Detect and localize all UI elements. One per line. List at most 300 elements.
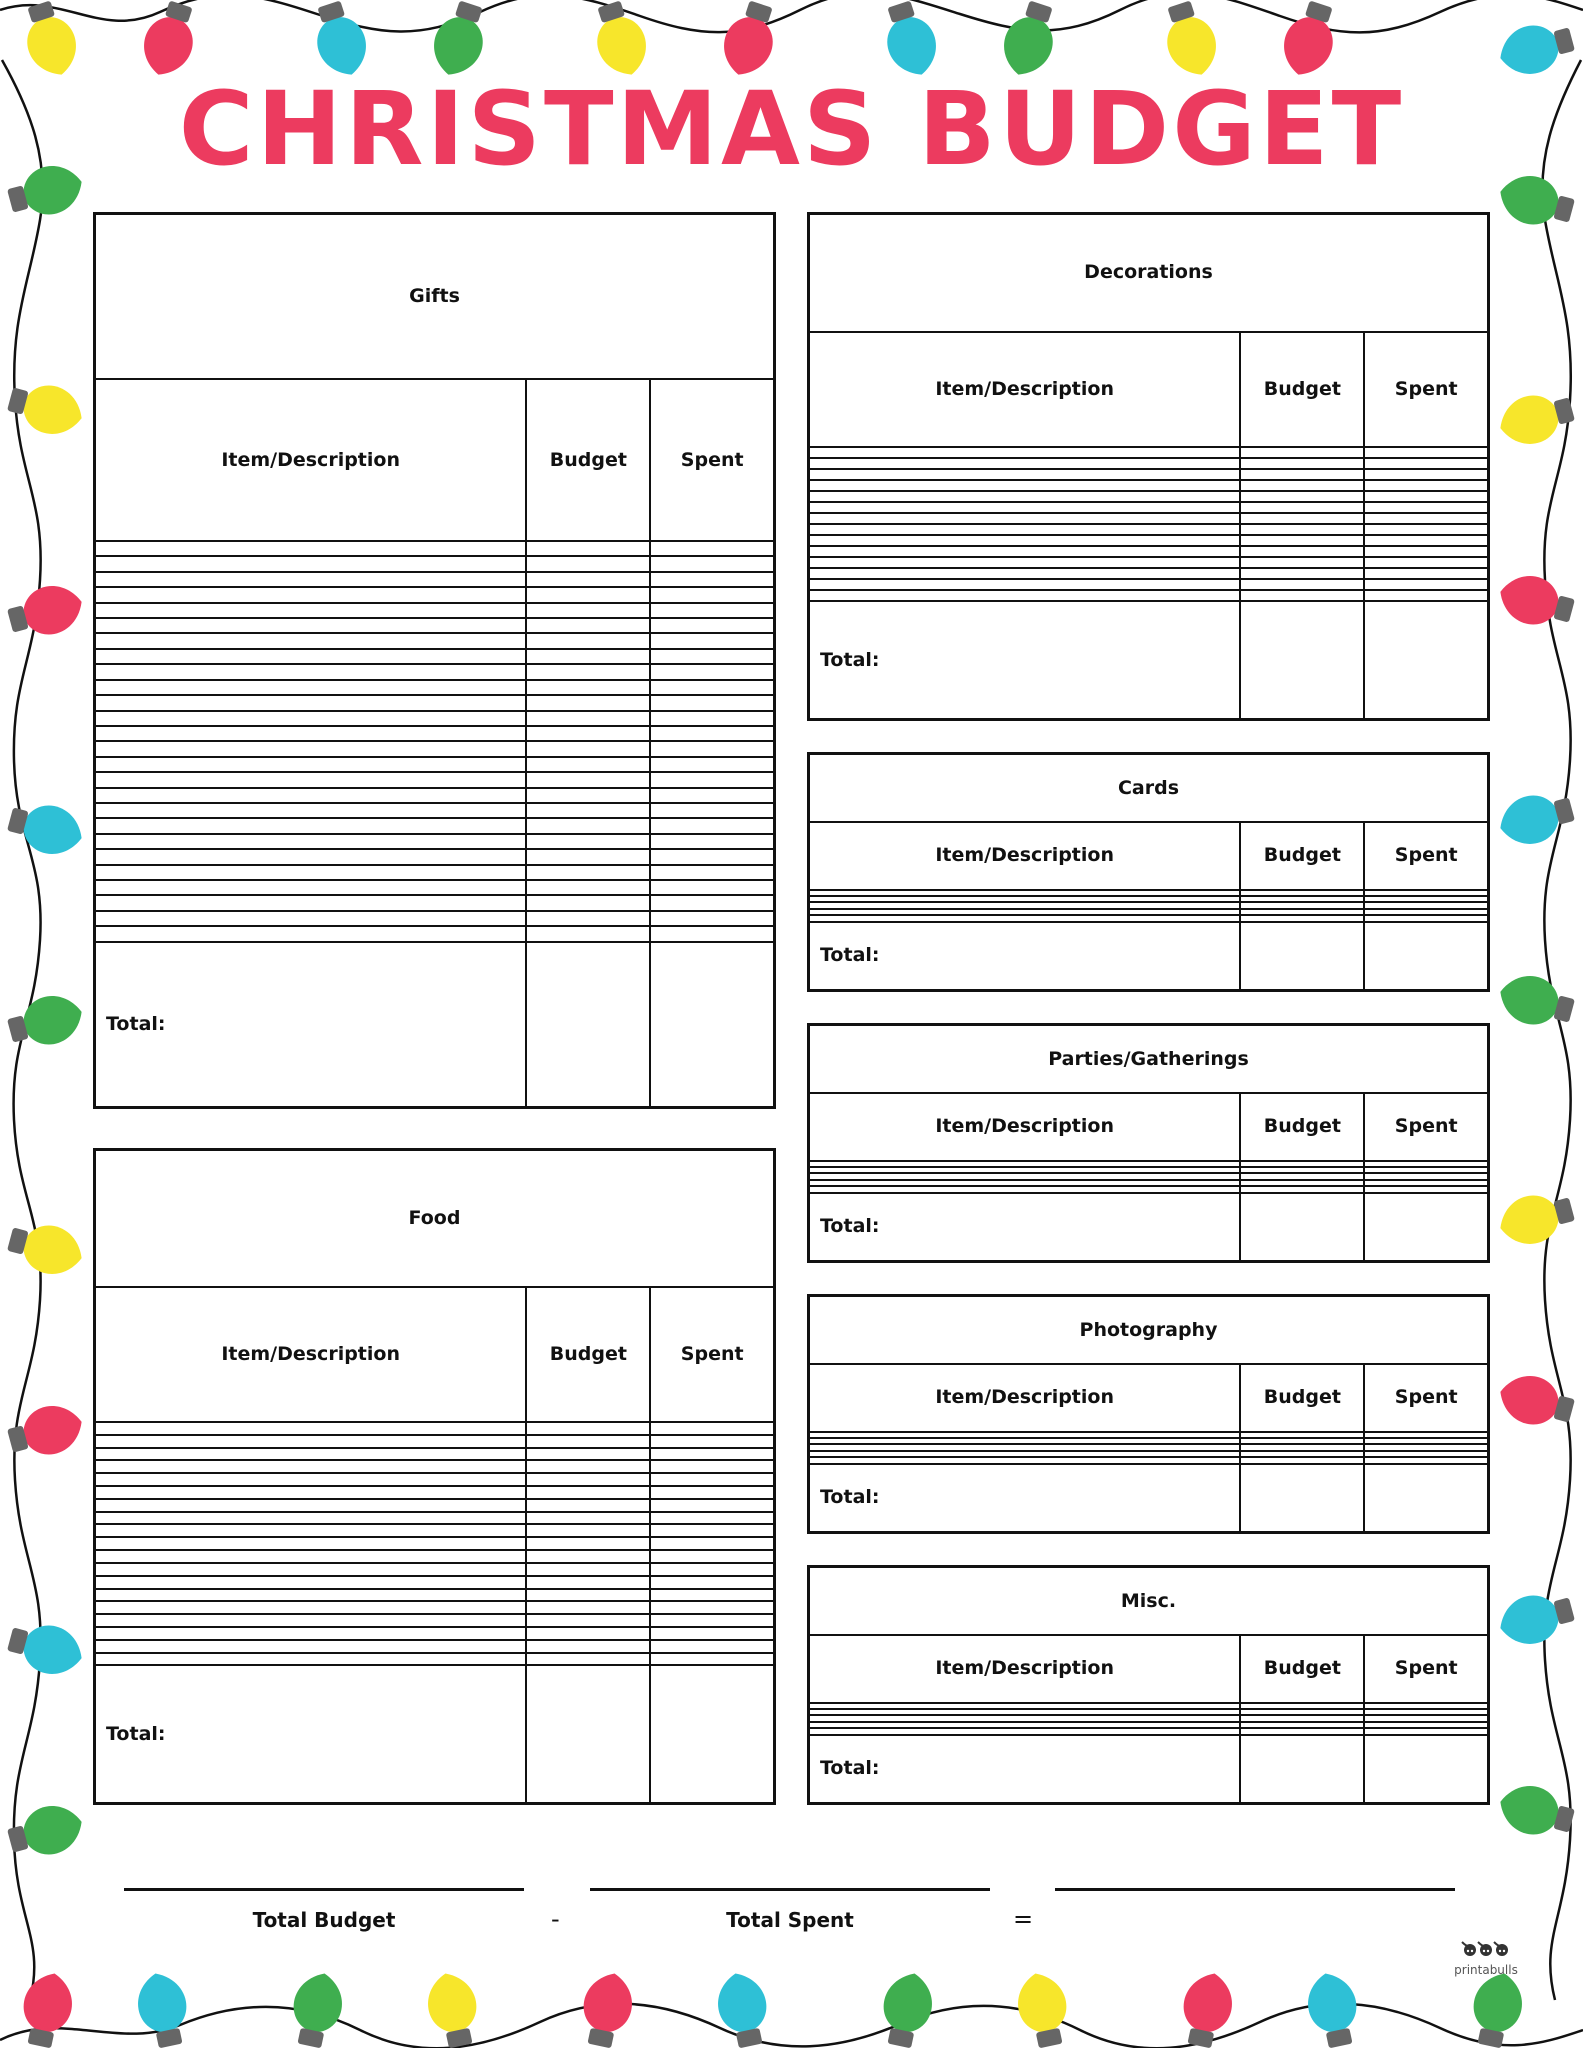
budget-cell[interactable]: [526, 1653, 650, 1666]
budget-cell[interactable]: [526, 618, 650, 633]
budget-cell[interactable]: [526, 1601, 650, 1614]
total-row: [809, 1193, 1489, 1262]
light-bulb-icon: [4, 1616, 88, 1682]
item-cell[interactable]: [95, 865, 527, 880]
budget-cell[interactable]: [526, 664, 650, 679]
spent-cell[interactable]: [1364, 546, 1488, 557]
budget-table-decorations: [807, 212, 1490, 721]
spent-cell[interactable]: [1364, 590, 1488, 601]
table-row: [95, 1589, 775, 1602]
table-row: [95, 1576, 775, 1589]
light-bulb-icon: [1494, 969, 1578, 1035]
item-cell[interactable]: [95, 1512, 527, 1525]
budget-cell[interactable]: [526, 1550, 650, 1563]
table-row: [95, 1448, 775, 1461]
table-row: [95, 834, 775, 849]
budget-cell[interactable]: [526, 541, 650, 556]
light-bulb-icon: [4, 1216, 88, 1282]
spent-header: Spent: [650, 1287, 774, 1422]
spent-cell[interactable]: [1364, 568, 1488, 579]
spent-total-cell[interactable]: [1364, 601, 1488, 719]
budget-cell[interactable]: [1240, 491, 1364, 502]
total-label: Total:: [809, 1193, 1241, 1262]
item-cell[interactable]: [809, 524, 1241, 535]
budget-cell[interactable]: [526, 1563, 650, 1576]
item-cell[interactable]: [95, 1563, 527, 1576]
section-title-row: [809, 1025, 1489, 1094]
spent-cell[interactable]: [650, 1627, 774, 1640]
budget-cell[interactable]: [1240, 568, 1364, 579]
table-row: [95, 1435, 775, 1448]
budget-cell[interactable]: [526, 741, 650, 756]
spent-cell[interactable]: [650, 695, 774, 710]
item-cell[interactable]: [95, 680, 527, 695]
section-title: Decorations: [809, 214, 1489, 332]
budget-cell[interactable]: [1240, 535, 1364, 546]
spent-header: Spent: [1364, 822, 1488, 889]
budget-header: Budget: [1240, 1364, 1364, 1431]
table-row: [95, 865, 775, 880]
light-bulb-icon: [132, 1969, 194, 2048]
section-title-row: [809, 754, 1489, 823]
budget-cell[interactable]: [1240, 546, 1364, 557]
spent-cell[interactable]: [650, 1460, 774, 1473]
table-row: [95, 1627, 775, 1640]
budget-cell[interactable]: [1240, 557, 1364, 568]
table-food: [93, 1148, 776, 1805]
budget-cell[interactable]: [526, 1499, 650, 1512]
item-cell[interactable]: [809, 579, 1241, 590]
column-header-row: [809, 1364, 1489, 1431]
spent-cell[interactable]: [650, 633, 774, 648]
spent-cell[interactable]: [650, 587, 774, 602]
spent-cell[interactable]: [650, 865, 774, 880]
budget-total-cell[interactable]: [526, 942, 650, 1108]
budget-cell[interactable]: [526, 757, 650, 772]
section-title: Cards: [809, 754, 1489, 823]
item-cell[interactable]: [809, 447, 1241, 458]
light-bulb-icon: [712, 1969, 774, 2048]
item-description-header: Item/Description: [809, 332, 1241, 448]
table-row: [95, 1512, 775, 1525]
spent-cell[interactable]: [650, 1653, 774, 1666]
item-description-header: Item/Description: [809, 1635, 1241, 1702]
section-title: Parties/Gatherings: [809, 1025, 1489, 1094]
budget-table-parties: [807, 1023, 1490, 1263]
item-cell[interactable]: [95, 880, 527, 895]
spent-cell[interactable]: [650, 741, 774, 756]
spent-cell[interactable]: [650, 1448, 774, 1461]
table-row: [809, 590, 1489, 601]
light-bulb-icon: [1012, 1969, 1074, 2048]
spent-cell[interactable]: [650, 757, 774, 772]
spent-cell[interactable]: [650, 556, 774, 571]
spent-header: Spent: [1364, 1635, 1488, 1702]
item-cell[interactable]: [809, 491, 1241, 502]
light-bulb-icon: [4, 796, 88, 862]
table-row: [95, 587, 775, 602]
table-row: [809, 579, 1489, 590]
total-budget-line[interactable]: [124, 1888, 524, 1891]
budget-cell[interactable]: [526, 849, 650, 864]
budget-header: Budget: [526, 379, 650, 541]
spent-cell[interactable]: [650, 680, 774, 695]
minus-sign: -: [551, 1905, 560, 1933]
item-cell[interactable]: [95, 772, 527, 787]
table-parties: [807, 1023, 1490, 1263]
item-cell[interactable]: [95, 633, 527, 648]
item-cell[interactable]: [809, 590, 1241, 601]
budget-cell[interactable]: [526, 926, 650, 941]
table-row: [95, 818, 775, 833]
spent-cell[interactable]: [650, 880, 774, 895]
item-description-header: Item/Description: [809, 1093, 1241, 1160]
spent-cell[interactable]: [650, 1512, 774, 1525]
item-cell[interactable]: [95, 572, 527, 587]
item-cell[interactable]: [809, 513, 1241, 524]
spent-cell[interactable]: [650, 711, 774, 726]
item-cell[interactable]: [809, 535, 1241, 546]
spent-cell[interactable]: [1364, 557, 1488, 568]
table-row: [95, 541, 775, 556]
spent-cell[interactable]: [650, 618, 774, 633]
item-cell[interactable]: [95, 1486, 527, 1499]
item-cell[interactable]: [95, 1422, 527, 1435]
light-bulb-icon: [876, 1969, 938, 2048]
total-spent-label: Total Spent: [726, 1908, 854, 1932]
table-row: [809, 524, 1489, 535]
item-cell[interactable]: [95, 818, 527, 833]
budget-cell[interactable]: [1240, 513, 1364, 524]
table-row: [95, 618, 775, 633]
light-bulb-icon: [1494, 1369, 1578, 1435]
spent-total-cell[interactable]: [650, 942, 774, 1108]
item-cell[interactable]: [95, 911, 527, 926]
item-cell[interactable]: [95, 803, 527, 818]
spent-cell[interactable]: [1364, 535, 1488, 546]
spent-total-cell[interactable]: [1364, 1735, 1488, 1804]
item-description-header: Item/Description: [95, 379, 527, 541]
budget-cell[interactable]: [526, 834, 650, 849]
budget-cell[interactable]: [526, 695, 650, 710]
spent-cell[interactable]: [650, 895, 774, 910]
spent-cell[interactable]: [650, 926, 774, 941]
table-row: [95, 1640, 775, 1653]
spent-cell[interactable]: [1364, 469, 1488, 480]
spent-cell[interactable]: [1364, 491, 1488, 502]
item-cell[interactable]: [95, 1460, 527, 1473]
budget-cell[interactable]: [526, 1576, 650, 1589]
budget-cell[interactable]: [526, 1589, 650, 1602]
spent-cell[interactable]: [650, 664, 774, 679]
total-budget-label: Total Budget: [252, 1908, 396, 1932]
table-row: [95, 757, 775, 772]
logo-text: printabulls: [1454, 1963, 1518, 1977]
column-header-row: [809, 332, 1489, 448]
budget-cell[interactable]: [1240, 458, 1364, 469]
table-row: [809, 557, 1489, 568]
light-bulb-icon: [4, 376, 88, 442]
table-row: [95, 1460, 775, 1473]
light-bulb-icon: [1494, 1586, 1578, 1652]
budget-cell[interactable]: [526, 895, 650, 910]
item-cell[interactable]: [95, 541, 527, 556]
item-cell[interactable]: [95, 1524, 527, 1537]
section-title-row: [809, 1296, 1489, 1365]
item-cell[interactable]: [95, 618, 527, 633]
budget-table-misc: [807, 1565, 1490, 1805]
item-cell[interactable]: [95, 1473, 527, 1486]
spent-cell[interactable]: [650, 1640, 774, 1653]
item-description-header: Item/Description: [809, 1364, 1241, 1431]
budget-cell[interactable]: [1240, 480, 1364, 491]
total-label: Total:: [95, 942, 527, 1108]
budget-cell[interactable]: [526, 1640, 650, 1653]
item-cell[interactable]: [95, 926, 527, 941]
item-cell[interactable]: [95, 1448, 527, 1461]
spent-header: Spent: [1364, 1364, 1488, 1431]
spent-cell[interactable]: [650, 1435, 774, 1448]
budget-cell[interactable]: [526, 1448, 650, 1461]
spent-header: Spent: [650, 379, 774, 541]
spent-total-cell[interactable]: [650, 1665, 774, 1803]
item-cell[interactable]: [95, 1576, 527, 1589]
budget-cell[interactable]: [526, 1486, 650, 1499]
item-cell[interactable]: [95, 711, 527, 726]
spent-cell[interactable]: [650, 803, 774, 818]
budget-header: Budget: [1240, 332, 1364, 448]
light-bulb-icon: [16, 1969, 78, 2048]
spent-total-cell[interactable]: [1364, 1193, 1488, 1262]
budget-total-cell[interactable]: [1240, 601, 1364, 719]
budget-cell[interactable]: [526, 587, 650, 602]
spent-cell[interactable]: [650, 1589, 774, 1602]
item-cell[interactable]: [95, 603, 527, 618]
budget-total-cell[interactable]: [526, 1665, 650, 1803]
spent-cell[interactable]: [650, 1601, 774, 1614]
item-cell[interactable]: [95, 1550, 527, 1563]
spent-cell[interactable]: [1364, 502, 1488, 513]
column-header-row: [95, 1287, 775, 1422]
item-cell[interactable]: [809, 469, 1241, 480]
item-cell[interactable]: [95, 1627, 527, 1640]
item-cell[interactable]: [809, 502, 1241, 513]
total-label: Total:: [809, 1464, 1241, 1533]
spent-cell[interactable]: [650, 1537, 774, 1550]
spent-cell[interactable]: [650, 572, 774, 587]
item-cell[interactable]: [809, 458, 1241, 469]
item-description-header: Item/Description: [95, 1287, 527, 1422]
table-row: [809, 447, 1489, 458]
light-bulb-icon: [1494, 1779, 1578, 1845]
item-cell[interactable]: [95, 1601, 527, 1614]
table-photography: [807, 1294, 1490, 1534]
budget-table-food: [93, 1148, 776, 1805]
spent-cell[interactable]: [650, 911, 774, 926]
item-cell[interactable]: [809, 480, 1241, 491]
item-cell[interactable]: [95, 649, 527, 664]
item-cell[interactable]: [95, 726, 527, 741]
budget-total-cell[interactable]: [1240, 1735, 1364, 1804]
column-header-row: [95, 379, 775, 541]
table-row: [95, 726, 775, 741]
item-cell[interactable]: [95, 1640, 527, 1653]
section-title-row: [95, 1150, 775, 1288]
item-cell[interactable]: [95, 788, 527, 803]
table-row: [95, 572, 775, 587]
spent-cell[interactable]: [650, 1576, 774, 1589]
light-bulb-icon: [1466, 1969, 1528, 2048]
spent-cell[interactable]: [1364, 447, 1488, 458]
budget-cell[interactable]: [1240, 590, 1364, 601]
table-row: [809, 502, 1489, 513]
budget-cell[interactable]: [526, 556, 650, 571]
item-cell[interactable]: [95, 1614, 527, 1627]
item-cell[interactable]: [809, 557, 1241, 568]
item-cell[interactable]: [95, 664, 527, 679]
table-row: [95, 926, 775, 941]
spent-cell[interactable]: [650, 818, 774, 833]
spent-cell[interactable]: [650, 849, 774, 864]
table-row: [95, 1524, 775, 1537]
item-cell[interactable]: [809, 568, 1241, 579]
spent-cell[interactable]: [650, 541, 774, 556]
total-spent-line[interactable]: [590, 1888, 990, 1891]
budget-cell[interactable]: [1240, 447, 1364, 458]
budget-cell[interactable]: [526, 1627, 650, 1640]
budget-cell[interactable]: [526, 1537, 650, 1550]
spent-cell[interactable]: [650, 1499, 774, 1512]
item-description-header: Item/Description: [809, 822, 1241, 889]
budget-cell[interactable]: [526, 1460, 650, 1473]
budget-cell[interactable]: [526, 680, 650, 695]
table-row: [809, 568, 1489, 579]
light-bulb-icon: [286, 1969, 348, 2048]
table-misc: [807, 1565, 1490, 1805]
budget-cell[interactable]: [526, 1524, 650, 1537]
budget-cell[interactable]: [526, 1422, 650, 1435]
budget-cell[interactable]: [526, 711, 650, 726]
spent-total-cell[interactable]: [1364, 922, 1488, 991]
budget-total-cell[interactable]: [1240, 922, 1364, 991]
spent-cell[interactable]: [650, 726, 774, 741]
table-row: [809, 513, 1489, 524]
light-bulb-icon: [422, 1969, 484, 2048]
table-row: [809, 458, 1489, 469]
table-row: [95, 711, 775, 726]
item-cell[interactable]: [95, 587, 527, 602]
spent-cell[interactable]: [650, 1486, 774, 1499]
difference-line[interactable]: [1055, 1888, 1455, 1891]
spent-total-cell[interactable]: [1364, 1464, 1488, 1533]
item-cell[interactable]: [95, 834, 527, 849]
total-label: Total:: [809, 1735, 1241, 1804]
item-cell[interactable]: [95, 1499, 527, 1512]
item-cell[interactable]: [95, 1653, 527, 1666]
item-cell[interactable]: [95, 1589, 527, 1602]
page-title: CHRISTMAS BUDGET: [178, 70, 1405, 189]
table-row: [95, 649, 775, 664]
total-row: [95, 1665, 775, 1803]
spent-cell[interactable]: [1364, 458, 1488, 469]
column-header-row: [809, 822, 1489, 889]
spent-cell[interactable]: [650, 1473, 774, 1486]
item-cell[interactable]: [809, 546, 1241, 557]
table-row: [95, 1653, 775, 1666]
spent-cell[interactable]: [650, 1550, 774, 1563]
item-cell[interactable]: [95, 895, 527, 910]
light-bulb-icon: [4, 1399, 88, 1465]
budget-cell[interactable]: [526, 649, 650, 664]
spent-header: Spent: [1364, 332, 1488, 448]
total-label: Total:: [95, 1665, 527, 1803]
budget-cell[interactable]: [526, 772, 650, 787]
budget-cell[interactable]: [526, 633, 650, 648]
budget-cell[interactable]: [1240, 579, 1364, 590]
budget-cell[interactable]: [526, 1512, 650, 1525]
budget-cell[interactable]: [526, 603, 650, 618]
spent-cell[interactable]: [650, 1524, 774, 1537]
spent-cell[interactable]: [1364, 524, 1488, 535]
budget-cell[interactable]: [1240, 469, 1364, 480]
spent-cell[interactable]: [650, 603, 774, 618]
table-row: [95, 1499, 775, 1512]
budget-cell[interactable]: [526, 818, 650, 833]
budget-cell[interactable]: [526, 803, 650, 818]
light-wire: [1542, 60, 1581, 2000]
budget-cell[interactable]: [526, 911, 650, 926]
spent-cell[interactable]: [1364, 579, 1488, 590]
table-row: [95, 895, 775, 910]
table-row: [95, 664, 775, 679]
item-cell[interactable]: [95, 1537, 527, 1550]
budget-cell[interactable]: [526, 788, 650, 803]
budget-cell[interactable]: [526, 1614, 650, 1627]
table-row: [809, 469, 1489, 480]
budget-total-cell[interactable]: [1240, 1193, 1364, 1262]
table-row: [95, 1422, 775, 1435]
budget-cell[interactable]: [526, 572, 650, 587]
budget-cell[interactable]: [1240, 524, 1364, 535]
section-title: Gifts: [95, 214, 775, 380]
spent-cell[interactable]: [650, 788, 774, 803]
budget-cell[interactable]: [526, 726, 650, 741]
spent-cell[interactable]: [650, 772, 774, 787]
spent-cell[interactable]: [650, 1614, 774, 1627]
spent-cell[interactable]: [650, 1422, 774, 1435]
spent-cell[interactable]: [650, 834, 774, 849]
budget-cell[interactable]: [526, 880, 650, 895]
budget-cell[interactable]: [526, 865, 650, 880]
item-cell[interactable]: [95, 695, 527, 710]
spent-cell[interactable]: [650, 649, 774, 664]
budget-cell[interactable]: [526, 1473, 650, 1486]
item-cell[interactable]: [95, 1435, 527, 1448]
spent-cell[interactable]: [1364, 480, 1488, 491]
item-cell[interactable]: [95, 757, 527, 772]
budget-total-cell[interactable]: [1240, 1464, 1364, 1533]
table-row: [809, 535, 1489, 546]
table-row: [809, 491, 1489, 502]
item-cell[interactable]: [95, 849, 527, 864]
item-cell[interactable]: [95, 741, 527, 756]
spent-cell[interactable]: [650, 1563, 774, 1576]
item-cell[interactable]: [95, 556, 527, 571]
table-row: [95, 1473, 775, 1486]
budget-cell[interactable]: [526, 1435, 650, 1448]
budget-cell[interactable]: [1240, 502, 1364, 513]
spent-cell[interactable]: [1364, 513, 1488, 524]
